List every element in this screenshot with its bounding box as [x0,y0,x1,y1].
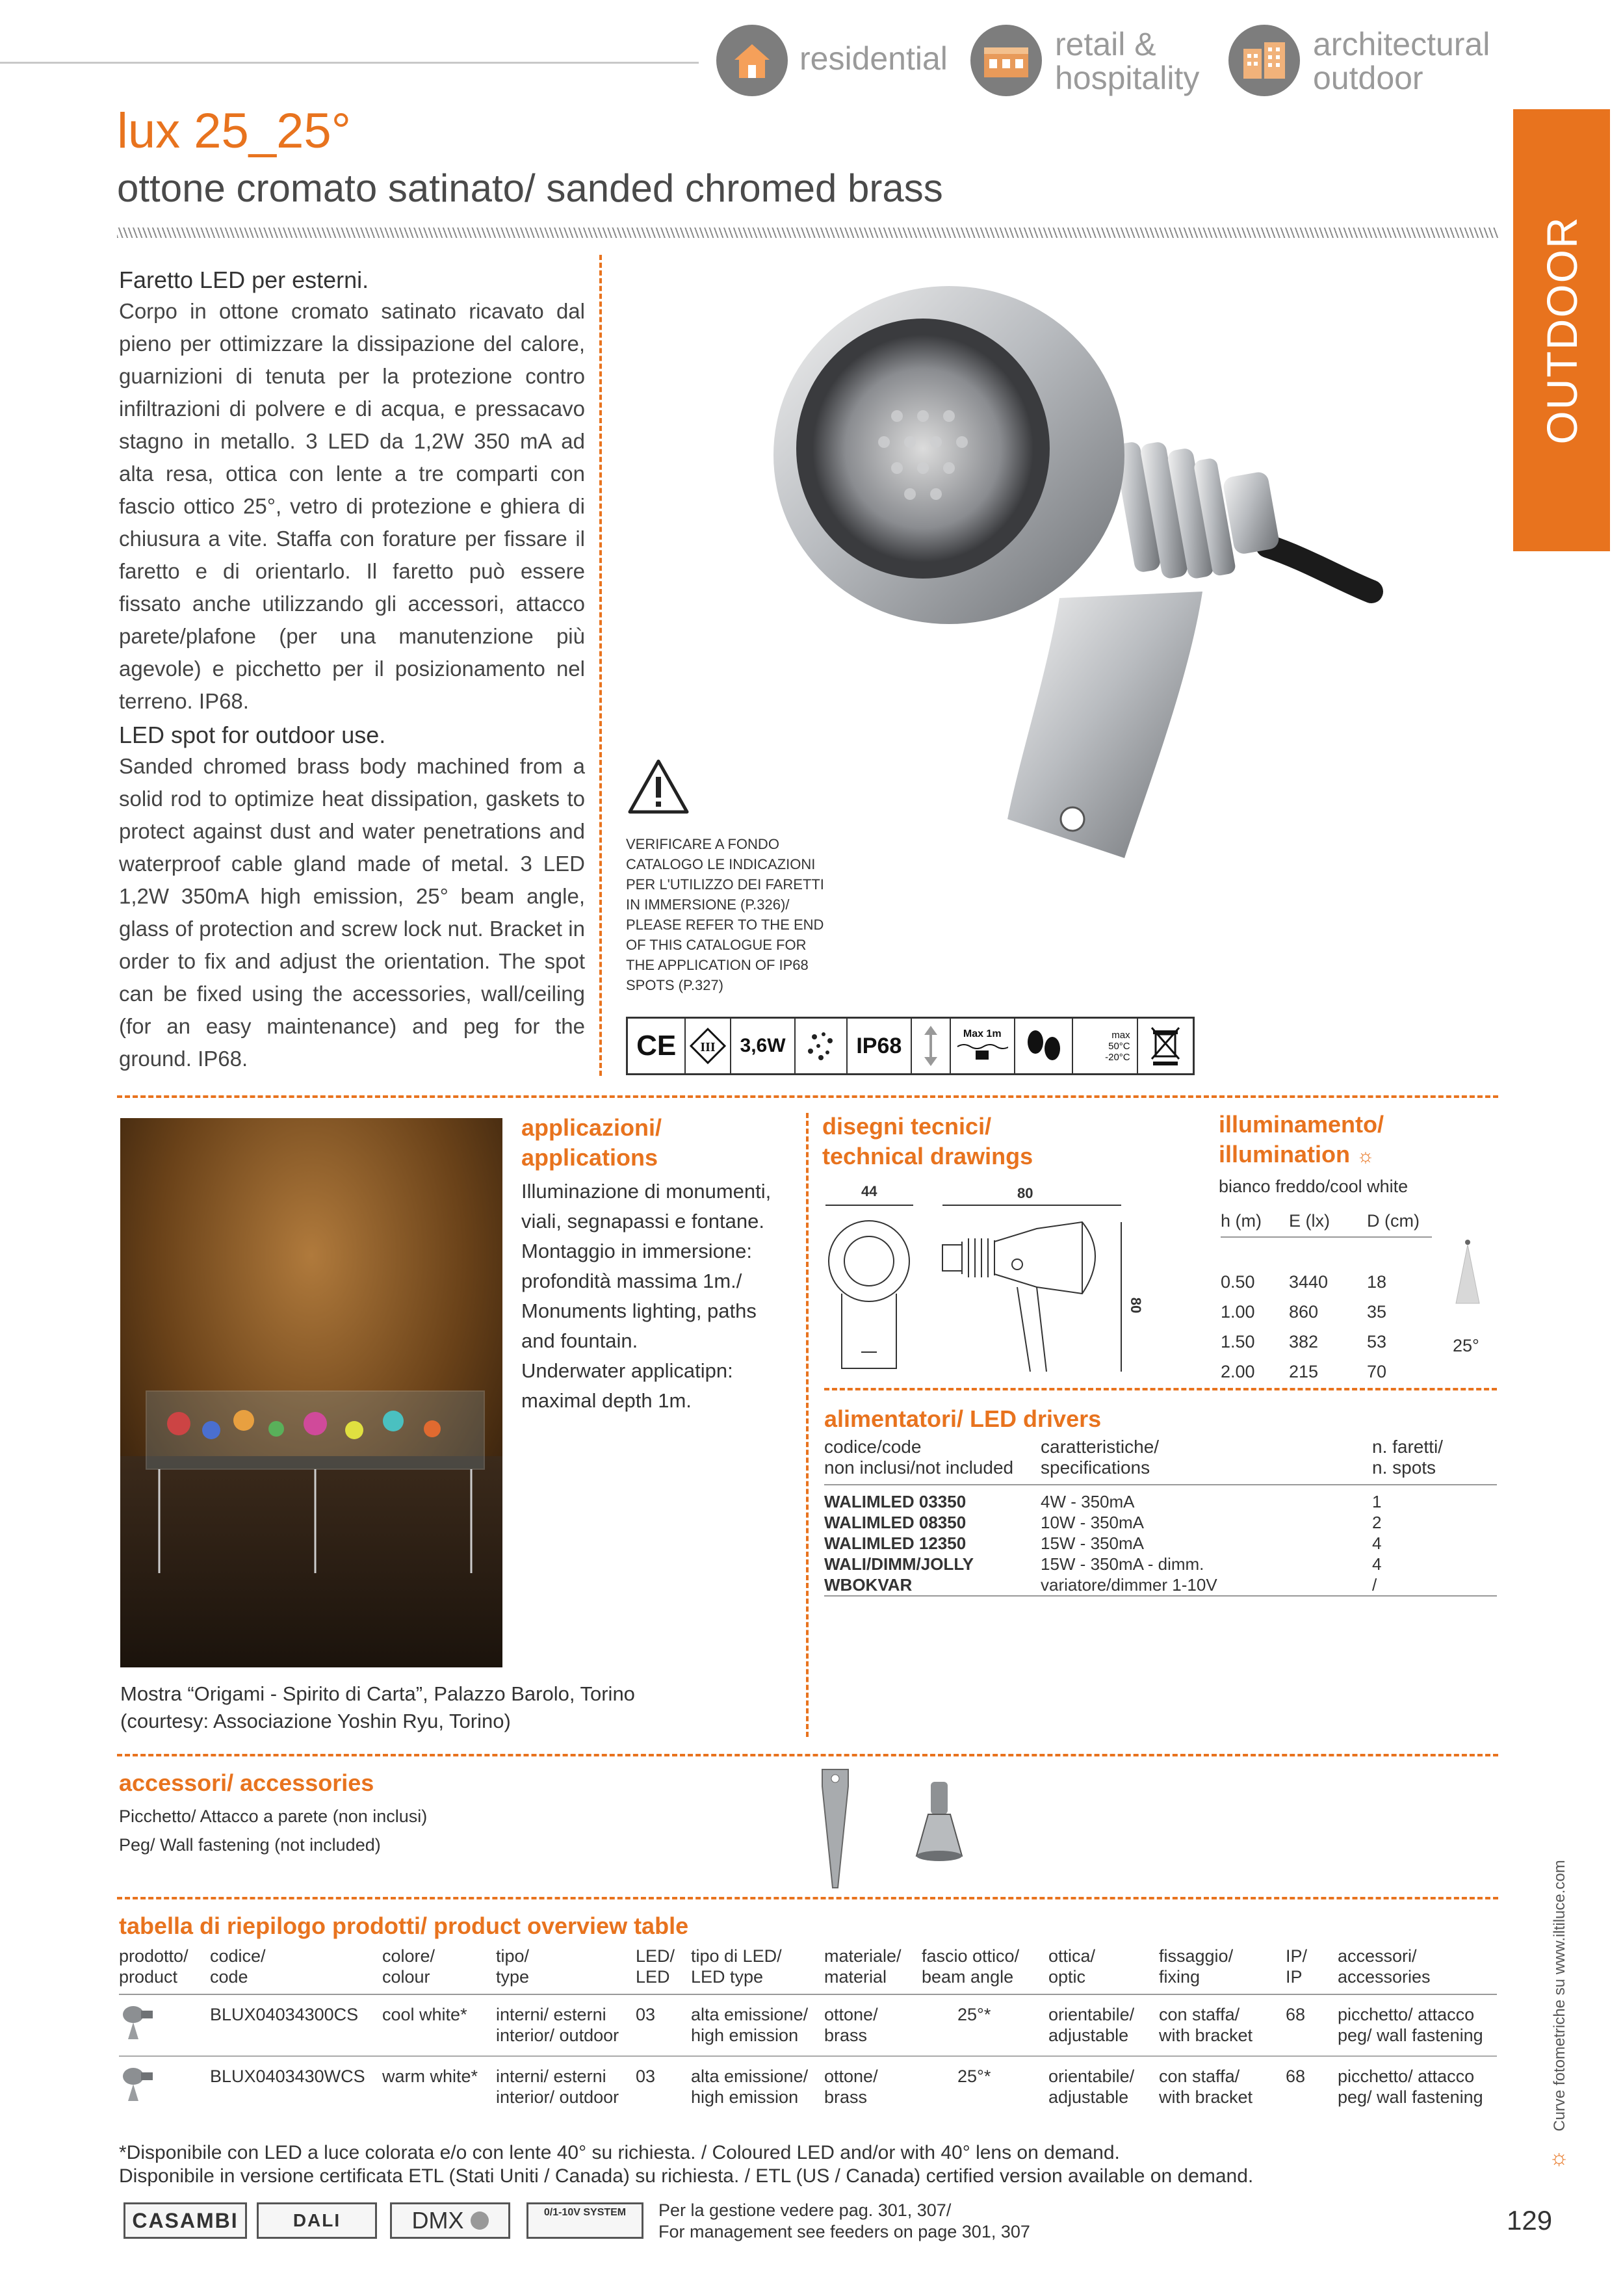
applications-text [521,1177,771,1416]
shop-icon[interactable] [970,25,1042,96]
overview-header-it: fissaggio/ [1159,1946,1234,1966]
overview-header-en: IP [1286,1967,1303,1987]
overview-header-row [119,1946,1497,1994]
overview-header-en: LED [636,1967,670,1987]
description-italian [119,267,585,718]
overview-header-it: colore/ [382,1946,435,1966]
house-icon[interactable] [716,25,788,96]
overview-header-en: colour [382,1967,430,1987]
illum-cell: 53 [1367,1331,1387,1351]
exhibition-photo [120,1118,502,1667]
overview-header [119,1946,210,1994]
outdoor-tab[interactable] [1513,109,1610,551]
illum-cell: 1.50 [1221,1331,1255,1351]
illum-cell: 2.00 [1221,1361,1255,1381]
overview-led: 03 [636,2067,656,2086]
dmx-logo [390,2202,510,2239]
illum-header: D (cm) [1367,1211,1420,1231]
illumination-color: bianco freddo/cool white [1219,1177,1409,1196]
overview-material-en: brass [824,2026,868,2045]
dim-height: 80 [1128,1297,1145,1314]
description-en-heading: LED spot for outdoor use. [119,722,386,748]
temp-high: 50°C [1108,1040,1130,1052]
overview-optic [1048,1994,1159,2056]
ce-mark-icon: CE [628,1019,686,1073]
drivers-title: alimentatori/ LED drivers [824,1405,1102,1432]
drivers-code-label2: non inclusi/not included [824,1457,1014,1478]
overview-fixing [1159,2056,1286,2117]
driver-code: WALIMLED 08350 [824,1513,967,1532]
product-thumbnail [119,2056,210,2117]
illum-row [1221,1327,1432,1357]
overview-fixing-it: con staffa/ [1159,2005,1240,2024]
warning-line: SPOTS (P.327) [626,977,723,993]
drivers-code-label1: codice/code [824,1437,922,1457]
dust-icon [796,1019,847,1073]
overview-header-it: fascio ottico/ [922,1946,1020,1966]
dali-logo: DALI [257,2202,377,2239]
drivers-spec-label1: caratteristiche/ [1041,1437,1160,1457]
horizontal-divider-3 [117,1897,1498,1899]
product-title: lux 25_25° [117,103,351,159]
driver-spots: / [1372,1575,1377,1595]
dim-side: 80 [1017,1185,1033,1201]
beam-angle-label: 25° [1453,1336,1479,1355]
overview-header-it: accessori/ [1338,1946,1417,1966]
power-rating: 3,6W [731,1019,796,1073]
description-en-text: Sanded chromed brass body machined from a solid rod to optimize heat dissipation, gaskets to protect against dust and water penetrations and waterproof cable gland made of metal. 3 LED 1,2W 350mA high emission, 25° beam angle, glass of protection and screw lock nut. Bracket in order to fix and adjust the orientation. The spot can be fixed using the accessories, wall/ceiling (for an easy maintenance) and peg for the ground. IP68. [119,754,585,1071]
technical-drawing [822,1203,1134,1378]
overview-code: BLUX04034300CS [210,1994,382,2056]
weee-bin-icon [1138,1019,1193,1073]
driver-spots: 4 [1372,1533,1382,1553]
drawings-title-en: technical drawings [822,1143,1033,1169]
illumination-section [1219,1110,1408,1197]
overview-type-en: interior/ outdoor [496,2087,619,2107]
overview-ledtype-it: alta emissione/ [691,2005,809,2024]
overview-ip: 68 [1286,2067,1306,2086]
overview-header-it: tipo di LED/ [691,1946,782,1966]
description-it-heading: Faretto LED per esterni. [119,267,369,293]
illum-cell: 860 [1289,1301,1319,1322]
warning-line: VERIFICARE A FONDO [626,836,779,852]
applications-line: and fountain. [521,1329,638,1352]
overview-header-en: product [119,1967,178,1987]
hatch-divider [117,228,1498,238]
overview-header-it: tipo/ [496,1946,530,1966]
illumination-title-en-row [1219,1140,1408,1171]
horizontal-divider-2 [117,1754,1498,1756]
top-rule [0,62,699,64]
illum-cell: 0.50 [1221,1272,1255,1292]
applications-title-en: applications [521,1144,658,1171]
overview-optic-it: orientabile/ [1048,2005,1135,2024]
dmx-logo-text: DMX [411,2207,464,2234]
footnote [119,2141,1253,2188]
overview-table [119,1946,1497,2117]
driver-code: WALIMLED 12350 [824,1533,967,1553]
overview-optic-it: orientabile/ [1048,2067,1135,2086]
applications-line: Illuminazione di monumenti, [521,1180,772,1203]
overview-header-en: LED type [691,1967,764,1987]
overview-accessories [1338,2056,1497,2117]
overview-header [824,1946,922,1994]
drivers-table [824,1437,1497,1597]
horizontal-divider-1 [117,1095,1498,1098]
drawings-title-it: disegni tecnici/ [822,1113,992,1140]
overview-header-it: IP/ [1286,1946,1308,1966]
overview-accessories [1338,1994,1497,2056]
driver-code: WALI/DIMM/JOLLY [824,1554,974,1574]
overview-acc-it: picchetto/ attacco [1338,2005,1475,2024]
accessories-text [119,1802,427,1859]
driver-spec: variatore/dimmer 1-10V [1041,1575,1217,1595]
overview-ledtype [691,1994,824,2056]
warning-line: THE APPLICATION OF IP68 [626,957,809,973]
overview-acc-en: peg/ wall fastening [1338,2087,1483,2107]
overview-type-it: interni/ esterni [496,2005,606,2024]
vertical-divider-top [599,255,602,1076]
driver-code: WBOKVAR [824,1575,913,1595]
category-architectural-line1: architectural [1313,26,1490,62]
overview-code: BLUX0403430WCS [210,2067,365,2086]
description-it-text: Corpo in ottone cromato satinato ricavato dal pieno per ottimizzare la dissipazione del calore, guarnizioni di tenuta per la protezione contro infiltrazioni di polvere e di acqua, e pressacavo stagno in metallo. 3 LED da 1,2W 350 mA ad alta resa, ottica con lente a tre comparti con fascio ottico 25°, vetro di protezione e ghiera di chiusura a vite. Staffa con forature per fissare il faretto e di orientarlo. Il faretto può essere fissato anche utilizzando gli accessori, attacco parete/plafone (per una manutenzione più agevole) e picchetto per il posizionamento nel terreno. IP68. [119,299,585,713]
drivers-header-spec [1041,1437,1372,1478]
applications-line: viali, segnapassi e fontane. [521,1210,764,1233]
photometric-note: Curve fotometriche su www.iltiluce.com [1551,1860,1568,2132]
photo-caption [120,1680,635,1735]
illum-cell: 1.00 [1221,1301,1255,1322]
driver-spec: 15W - 350mA - dimm. [1041,1554,1204,1574]
driver-row [824,1491,1497,1512]
product-thumbnail [119,1994,210,2056]
illum-row [1221,1357,1432,1387]
driver-row [824,1512,1497,1533]
illumination-header-row [1221,1206,1432,1237]
category-retail-line1: retail & [1055,26,1156,62]
overview-title: tabella di riepilogo prodotti/ product overview table [119,1912,689,1939]
applications-title-it: applicazioni/ [521,1114,662,1141]
illum-cell: 382 [1289,1331,1319,1351]
overview-fixing [1159,1994,1286,2056]
page-number: 129 [1507,2205,1553,2236]
drivers-header-row [824,1437,1497,1478]
overview-material-it: ottone/ [824,2005,878,2024]
warning-line: IN IMMERSIONE (P.326)/ [626,896,790,913]
overview-header-it: prodotto/ [119,1946,188,1966]
overview-colour: cool white* [382,1994,496,2056]
drivers-header-spots [1372,1437,1497,1478]
driver-spec: 15W - 350mA [1041,1533,1144,1553]
overview-header-it: LED/ [636,1946,675,1966]
drivers-spec-label2: specifications [1041,1457,1150,1478]
applications-line: Underwater applicatipn: [521,1359,733,1382]
overview-header-en: code [210,1967,248,1987]
overview-ledtype-en: high emission [691,2087,799,2107]
management-line2: For management see feeders on page 301, 307 [658,2222,1030,2241]
drivers-spots-label2: n. spots [1372,1457,1436,1478]
dmx-circle-icon [471,2211,489,2230]
overview-type-it: interni/ esterni [496,2067,606,2086]
overview-header [496,1946,636,1994]
casambi-logo: CASAMBI [123,2202,247,2239]
driver-spec: 4W - 350mA [1041,1492,1135,1511]
overview-row[interactable] [119,2056,1497,2117]
overview-acc-it: picchetto/ attacco [1338,2067,1475,2086]
drawings-section [822,1112,1033,1171]
overview-row[interactable] [119,1994,1497,2056]
overview-material [824,1994,922,2056]
peg-accessory-image [816,1767,855,1890]
temp-max-label: max [1111,1029,1130,1041]
management-line1: Per la gestione vedere pag. 301, 307/ [658,2200,952,2220]
overview-header [1286,1946,1338,1994]
applications-section [521,1113,771,1416]
driver-spots: 4 [1372,1554,1382,1574]
beam-cone-icon [1448,1238,1487,1310]
overview-header [691,1946,824,1994]
overview-ledtype-it: alta emissione/ [691,2067,809,2086]
illum-row [1221,1297,1432,1327]
overview-material [824,2056,922,2117]
overview-header-it: ottica/ [1048,1946,1096,1966]
sun-icon: ☼ [1357,1145,1375,1167]
illum-header: E (lx) [1289,1211,1330,1231]
product-image [734,286,1384,884]
driver-spots: 2 [1372,1513,1382,1532]
arrows-icon [912,1019,951,1073]
warning-line: OF THIS CATALOGUE FOR [626,937,807,953]
outdoor-tab-label: OUTDOOR [1537,216,1586,445]
accessories-line2: Peg/ Wall fastening (not included) [119,1835,381,1855]
applications-line: profondità massima 1m./ [521,1270,742,1292]
overview-material-it: ottone/ [824,2067,878,2086]
overview-header [1048,1946,1159,1994]
overview-header [1159,1946,1286,1994]
overview-header [636,1946,691,1994]
category-architectural-line2: outdoor [1313,60,1423,96]
management-note [658,2200,1030,2243]
class-iii-text: III [700,1040,716,1054]
overview-fixing-en: with bracket [1159,2026,1253,2045]
overview-header-en: fixing [1159,1967,1201,1987]
sun-icon: ☼ [1549,2145,1570,2170]
overview-fixing-it: con staffa/ [1159,2067,1240,2086]
immersion-depth-label: Max 1m [963,1028,1002,1039]
horizontal-divider-drivers [824,1388,1497,1390]
illum-header: h (m) [1221,1211,1262,1231]
footnote-line2: Disponibile in versione certificata ETL (Stati Uniti / Canada) su richiesta. / ETL (US / Canada) certified version available on demand. [119,2165,1254,2187]
category-retail[interactable] [1055,27,1199,95]
overview-header-it: materiale/ [824,1946,902,1966]
drivers-spots-label1: n. faretti/ [1372,1437,1443,1457]
overview-ledtype [691,2056,824,2117]
illum-cell: 18 [1367,1272,1387,1292]
class-iii-icon [686,1019,731,1073]
overview-header [382,1946,496,1994]
warning-icon [626,757,691,816]
illum-cell: 70 [1367,1361,1387,1381]
building-icon[interactable] [1228,25,1300,96]
driver-code: WALIMLED 03350 [824,1492,967,1511]
overview-material-en: brass [824,2087,868,2107]
overview-header-en: material [824,1967,887,1987]
product-subtitle: ottone cromato satinato/ sanded chromed brass [117,166,943,210]
applications-line: Montaggio in immersione: [521,1240,752,1262]
driver-spots: 1 [1372,1492,1382,1511]
applications-line: Monuments lighting, paths [521,1299,757,1322]
overview-fixing-en: with bracket [1159,2087,1253,2107]
warning-text [626,834,824,995]
dim-front: 44 [861,1183,877,1199]
category-residential[interactable]: residential [799,40,948,77]
one-ten-v-logo: 0/1-10V SYSTEM [526,2202,643,2239]
illum-row [1221,1267,1432,1297]
driver-row [824,1574,1497,1596]
illumination-title-en: illumination [1219,1141,1350,1168]
photo-caption-line2: (courtesy: Associazione Yoshin Ryu, Torino) [120,1710,511,1732]
photo-caption-line1: Mostra “Origami - Spirito di Carta”, Palazzo Barolo, Torino [120,1682,635,1705]
illum-cell: 35 [1367,1301,1387,1322]
overview-acc-en: peg/ wall fastening [1338,2026,1483,2045]
driver-row [824,1533,1497,1554]
category-architectural[interactable] [1313,27,1490,95]
overview-header-en: accessories [1338,1967,1431,1987]
overview-header [922,1946,1048,1994]
overview-optic-en: adjustable [1048,2087,1129,2107]
overview-optic-en: adjustable [1048,2026,1129,2045]
description-english [119,722,585,1075]
vertical-divider-mid [806,1113,809,1737]
overview-led: 03 [636,1994,691,2056]
overview-beam: 25°* [957,2067,991,2086]
temperature-range [1073,1019,1137,1073]
drivers-header-code [824,1437,1041,1478]
applications-line: maximal depth 1m. [521,1389,692,1412]
illum-cell: 215 [1289,1361,1319,1381]
category-retail-line2: hospitality [1055,60,1200,96]
warning-line: CATALOGO LE INDICAZIONI [626,856,816,872]
footnote-line1: *Disponibile con LED a luce colorata e/o con lente 40° su richiesta. / Coloured LED and/or with 40° lens on demand. [119,2142,1120,2163]
overview-ip: 68 [1286,1994,1338,2056]
overview-header [210,1946,382,1994]
illum-cell: 3440 [1289,1272,1329,1292]
driver-row [824,1554,1497,1574]
ip-rating: IP68 [848,1019,912,1073]
warning-line: PLEASE REFER TO THE END [626,917,824,933]
driver-spec: 10W - 350mA [1041,1513,1144,1532]
walk-over-icon [1015,1019,1073,1073]
warning-line: PER L'UTILIZZO DEI FARETTI [626,876,824,893]
overview-header-en: optic [1048,1967,1086,1987]
overview-type [496,2056,636,2117]
temp-low: -20°C [1105,1051,1130,1063]
illumination-title-it: illuminamento/ [1219,1111,1384,1138]
overview-header-it: codice/ [210,1946,266,1966]
accessories-title: accessori/ accessories [119,1769,374,1796]
accessories-line1: Picchetto/ Attacco a parete (non inclusi) [119,1807,428,1826]
illumination-table [1221,1206,1432,1387]
overview-header-en: type [496,1967,530,1987]
overview-colour: warm white* [382,2067,478,2086]
overview-header [1338,1946,1497,1994]
overview-optic [1048,2056,1159,2117]
certification-strip [626,1017,1195,1075]
overview-ledtype-en: high emission [691,2026,799,2045]
overview-header-en: beam angle [922,1967,1014,1987]
overview-type-en: interior/ outdoor [496,2026,619,2045]
wall-fastening-accessory-image [910,1778,968,1869]
overview-type [496,1994,636,2056]
immersion-depth [951,1019,1015,1073]
overview-beam: 25°* [922,1994,1048,2056]
